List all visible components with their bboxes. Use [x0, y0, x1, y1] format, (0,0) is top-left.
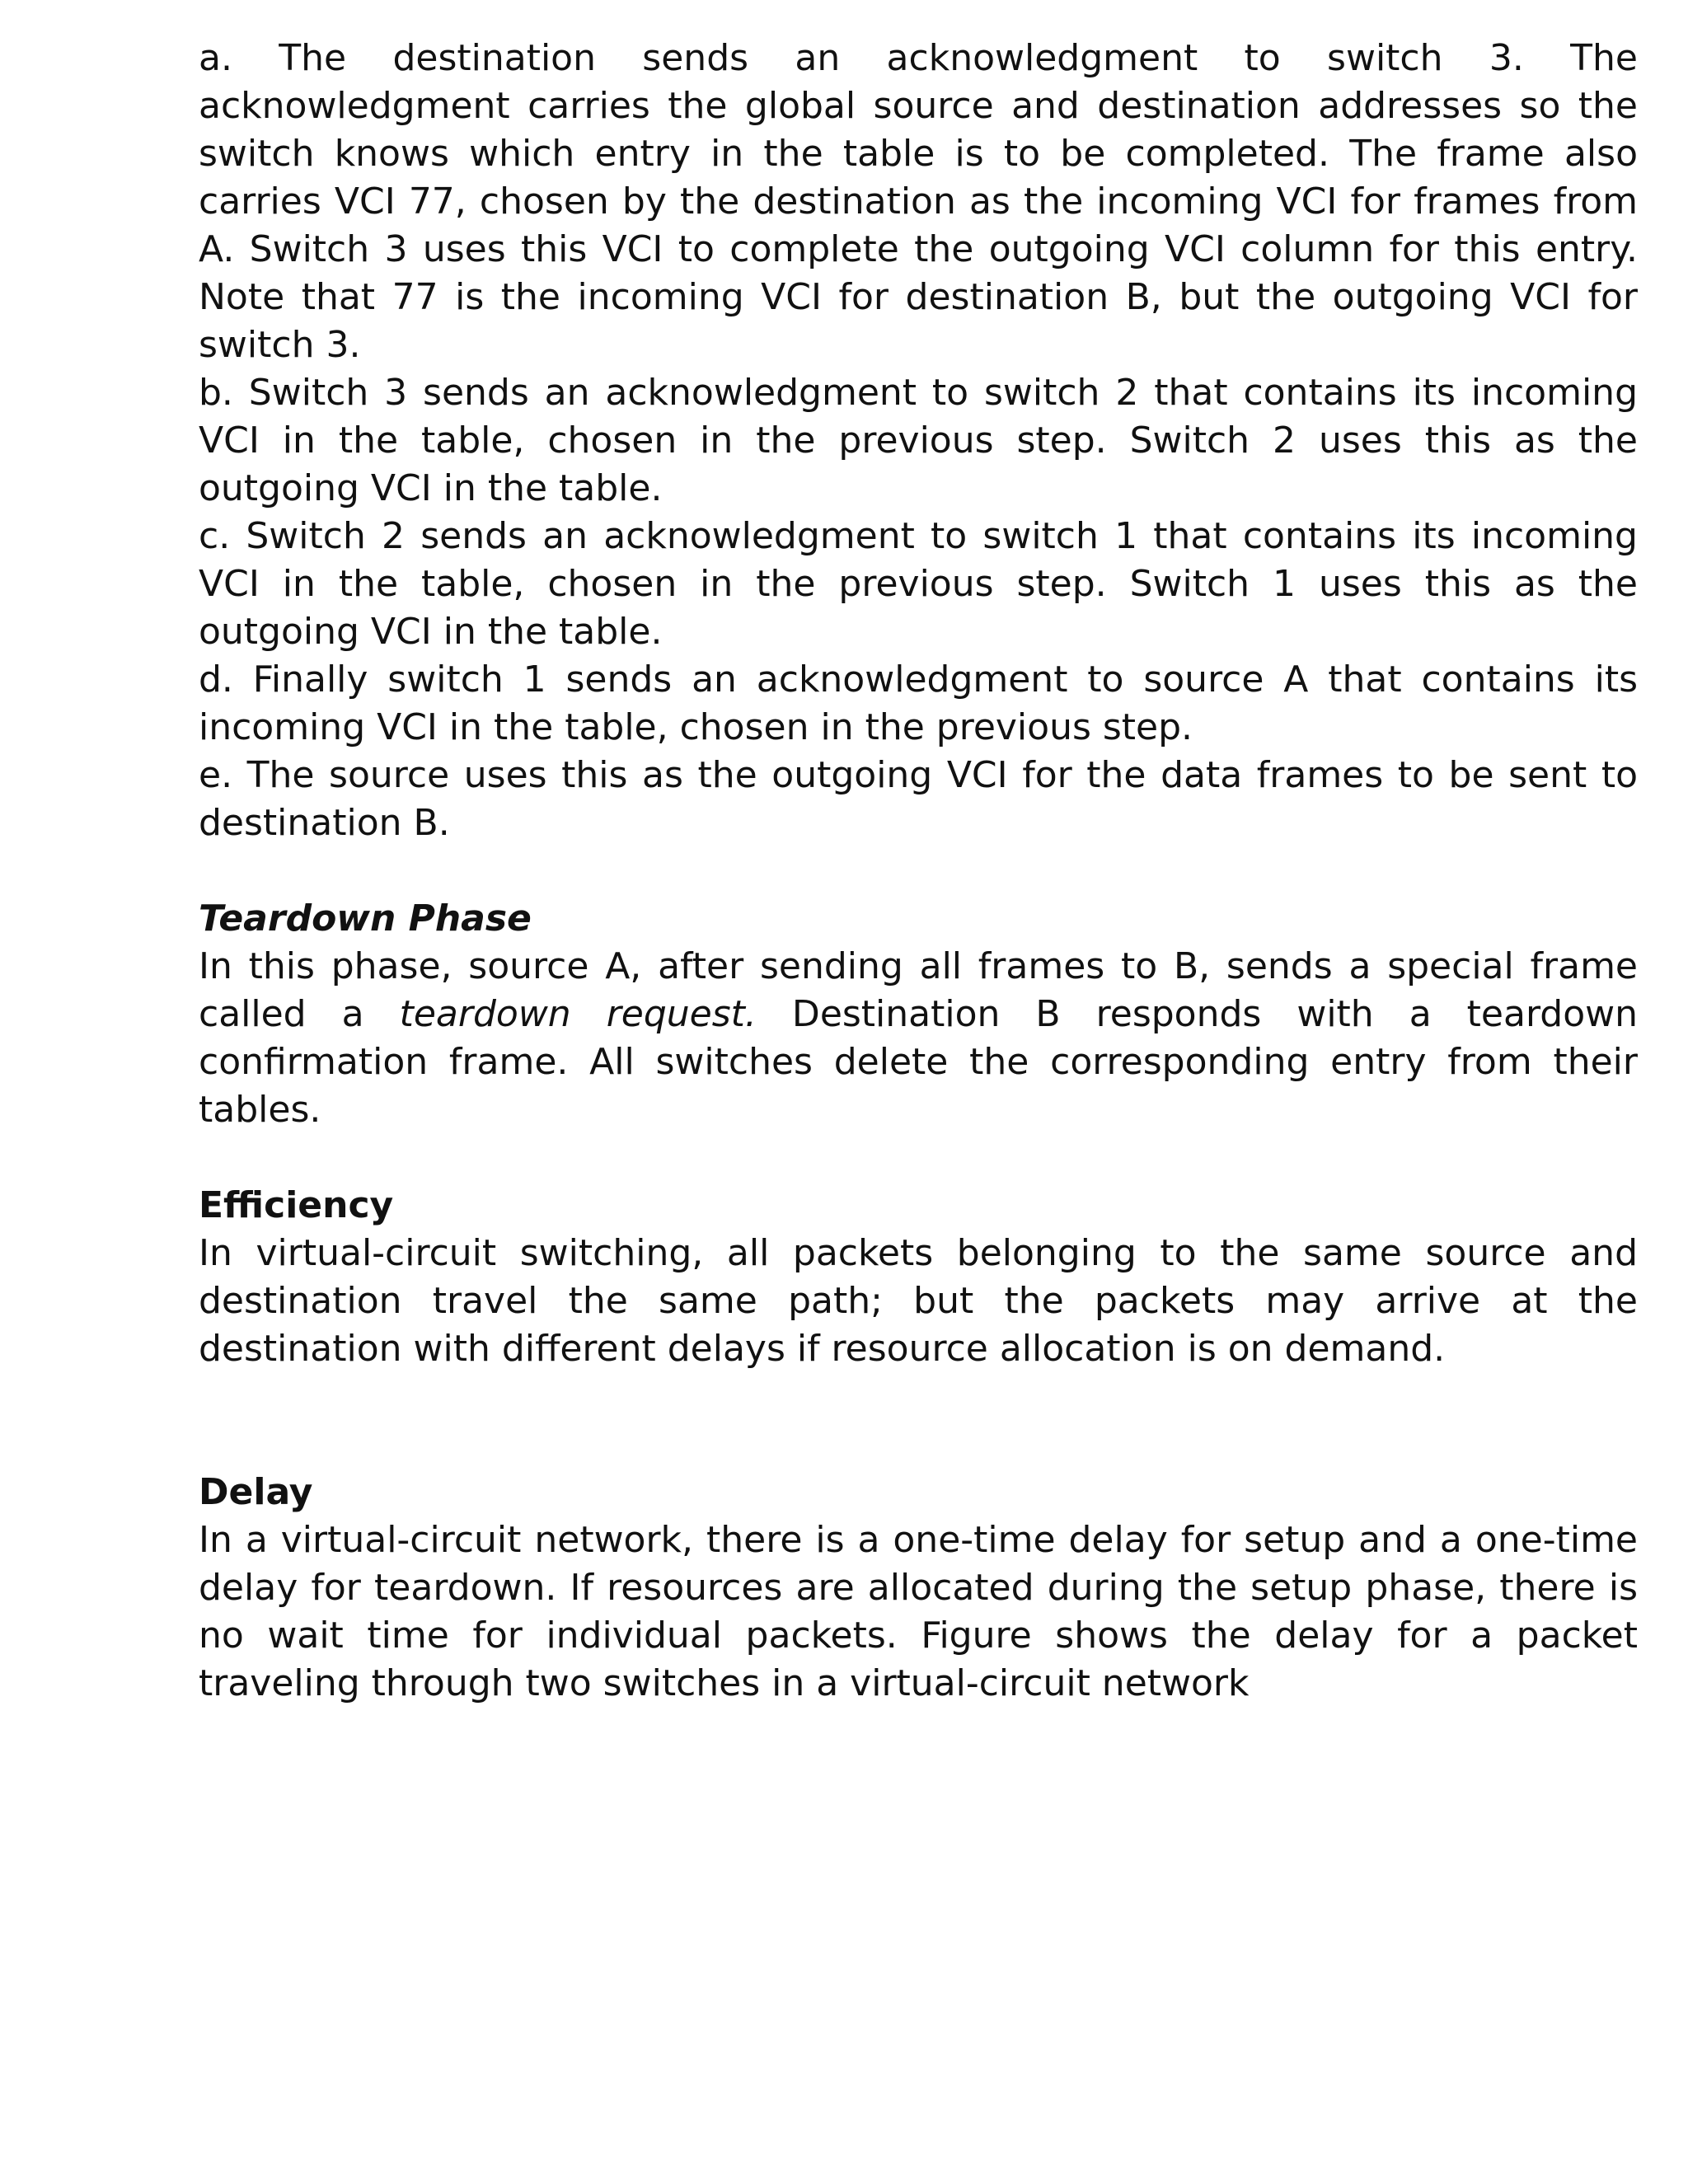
- step-d-paragraph: d. Finally switch 1 sends an acknowledgment to source A that contains its incoming VCI in the table, chosen in the previous step.: [199, 658, 1638, 748]
- step-b-paragraph: b. Switch 3 sends an acknowledgment to switch 2 that contains its incoming VCI in the table, chosen in the previous step. Switch 2 uses this as the outgoing VCI in the table.: [199, 372, 1638, 509]
- step-c-paragraph: c. Switch 2 sends an acknowledgment to switch 1 that contains its incoming VCI in the table, chosen in the previous step. Switch 1 uses this as the outgoing VCI in the table.: [199, 515, 1638, 653]
- spacer: [199, 1134, 1638, 1182]
- teardown-text-after: Destination B responds with a teardown confirmation frame. All switches delete the corresponding entry from their tables.: [199, 993, 1638, 1131]
- teardown-text-italic: teardown request.: [399, 993, 757, 1035]
- delay-paragraph: In a virtual-circuit network, there is a one-time delay for setup and a one-time delay for teardown. If resources are allocated during the setup phase, there is no wait time for individual packets. Figure shows the delay for a packet traveling through two switches in a virtual-circuit network: [199, 1519, 1638, 1704]
- efficiency-heading: Efficiency: [199, 1184, 394, 1226]
- spacer: [199, 1373, 1638, 1469]
- document-page: [199, 35, 1638, 1708]
- efficiency-paragraph: In virtual-circuit switching, all packets belonging to the same source and destination travel the same path; but the packets may arrive at the destination with different delays if resource allocation is on demand.: [199, 1232, 1638, 1370]
- teardown-text-before: In this phase, source A, after sending all frames to B, sends a special frame called a: [199, 945, 1638, 1035]
- spacer: [199, 847, 1638, 895]
- teardown-paragraph: [199, 943, 1638, 1134]
- teardown-heading: Teardown Phase: [199, 898, 532, 940]
- delay-heading: Delay: [199, 1471, 313, 1513]
- step-a-paragraph: a. The destination sends an acknowledgment to switch 3. The acknowledgment carries the global source and destination addresses so the switch knows which entry in the table is to be completed. The frame also carries VCI 77, chosen by the destination as the incoming VCI for frames from A. Switch 3 uses this VCI to complete the outgoing VCI column for this entry. Note that 77 is the incoming VCI for destination B, but the outgoing VCI for switch 3.: [199, 37, 1638, 366]
- step-e-paragraph: e. The source uses this as the outgoing VCI for the data frames to be sent to destination B.: [199, 754, 1638, 844]
